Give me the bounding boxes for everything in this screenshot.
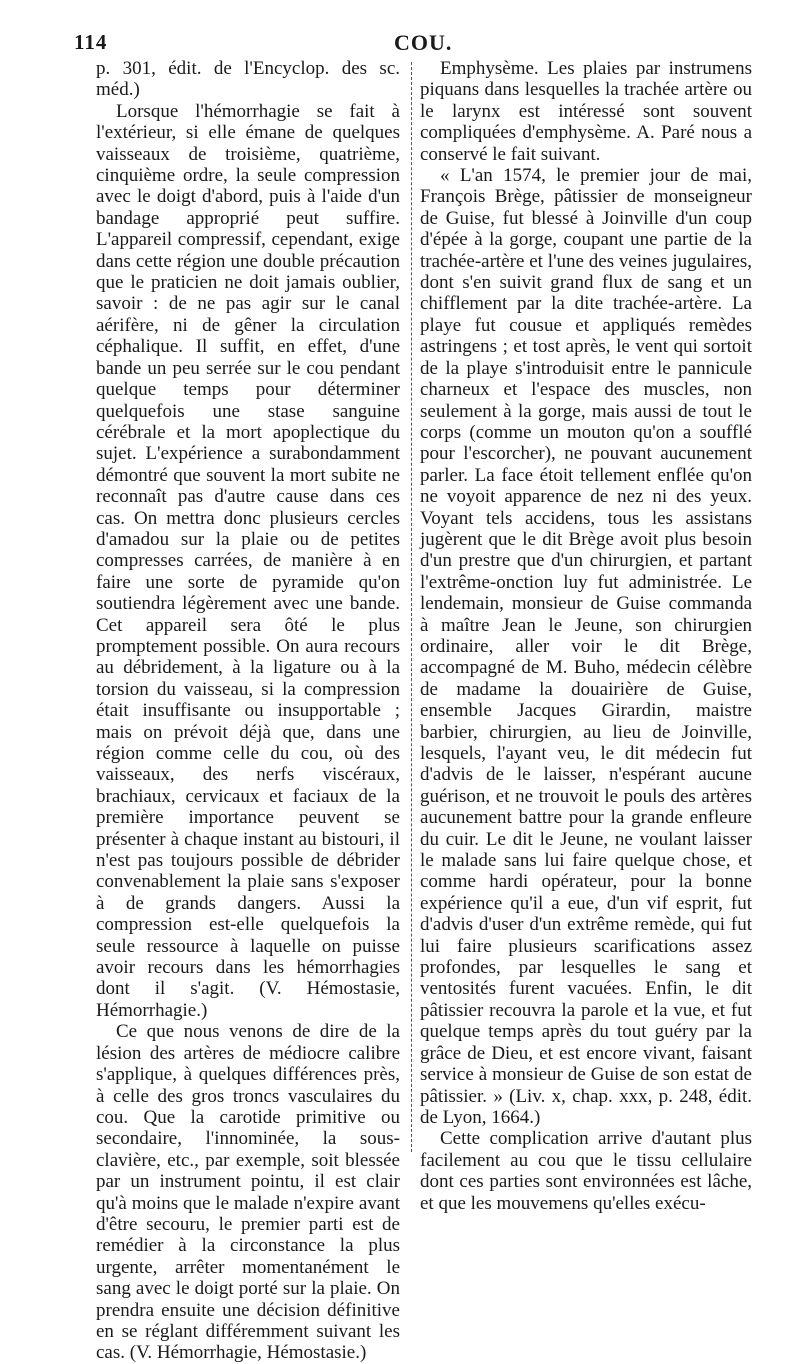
- paragraph-complication: Cette complication arrive d'autant plus facilement au cou que le tissu cellulaire dont ces parties sont environnées est lâche, et que les mouvemens qu'elles exécu-: [420, 1128, 752, 1214]
- left-column: [96, 58, 400, 1364]
- running-head: COU.: [394, 30, 453, 55]
- continuation-reference: p. 301, édit. de l'Encyclop. des sc. méd.): [96, 58, 400, 101]
- right-column: [420, 58, 752, 1214]
- page-header: [74, 30, 740, 58]
- paragraph-external-hemorrhage: Lorsque l'hémorrhagie se fait à l'extérieur, si elle émane de quelques vaisseaux de troisième, quatrième, cinquième ordre, la seule compression avec le doigt d'abord, puis à l'aide d'un bandage approprié peut suffire. L'appareil compressif, cependant, exige dans cette région une double précaution que le praticien ne doit jamais oublier, savoir : de ne pas agir sur le canal aérifère, ni de gêner la circulation céphalique. Il suffit, en effet, d'une bande un peu serrée sur le cou pendant quelque temps pour déterminer quelquefois une stase sanguine cérébrale et la mort apoplectique du sujet. L'expérience a surabondamment démontré que souvent la mort subite ne reconnaît pas d'autre cause dans ces cas. On mettra donc plusieurs cercles d'amadou sur la plaie ou de petites compresses carrées, de manière à en faire une sorte de pyramide qu'on soutiendra légèrement avec une bande. Cet appareil sera ôté le plus promptement possible. On aura recours au débridement, à la ligature ou à la torsion du vaisseau, si la compression était insuffisante ou insupportable ; mais on prévoit déjà que, dans une région comme celle du cou, où des vaisseaux, des nerfs viscéraux, brachiaux, cervicaux et faciaux de la première importance peuvent se présenter à chaque instant au bistouri, il n'est pas toujours possible de débrider convenablement la plaie sans s'exposer à de grands dangers. Aussi la compression est-elle quelquefois la seule ressource à laquelle on puisse avoir recours dans les hémorrhagies dont il s'agit. (V. Hémostasie, Hémorrhagie.): [96, 100, 400, 1021]
- paragraph-emphysema: Emphysème. Les plaies par instrumens piquans dans lesquelles la trachée artère ou le larynx est intéressé sont souvent compliquées d'emphysème. A. Paré nous a conservé le fait suivant.: [420, 58, 752, 165]
- paragraph-large-vessels: Ce que nous venons de dire de la lésion des artères de médiocre calibre s'applique, à quelques différences près, à celle des gros troncs vasculaires du cou. Que la carotide primitive ou secondaire, l'innominée, la sous-clavière, etc., par exemple, soit blessée par un instrument pointu, il est clair qu'à moins que le malade n'expire avant d'être secouru, le premier parti est de remédier à la circonstance la plus urgente, arrêter momentanément le sang avec le doigt porté sur la plaie. On prendra ensuite une décision définitive en se réglant différemment suivant les cas. (V. Hémorrhagie, Hémostasie.): [96, 1021, 400, 1364]
- page-number: 114: [74, 30, 108, 54]
- paragraph-pare-case-quote: « L'an 1574, le premier jour de mai, François Brège, pâtissier de monseigneur de Guise, fut blessé à Joinville d'un coup d'épée à la gorge, coupant une partie de la trachée-artère et l'une des veines jugulaires, dont s'en suivit grand flux de sang et un chifflement par la dite trachée-artère. La playe fut cousue et appliqués remèdes astringens ; et tost après, le vent qui sortoit de la playe s'introduisit entre le pannicule charneux et l'espace des muscles, non seulement à la gorge, mais aussi de tout le corps (comme un mouton qu'on a soufflé pour l'escorcher), ne pouvant aucunement parler. La face étoit tellement enflée qu'on ne voyoit apparence de nez ni des yeux. Voyant tels accidens, tous les assistans jugèrent que le dit Brège avoit plus besoin d'un prestre que d'un chirurgien, et partant l'extrême-onction luy fut administrée. Le lendemain, monsieur de Guise commanda à maître Jean le Jeune, son chirurgien ordinaire, aller voir le dit Brège, accompagné de M. Buho, médecin célèbre de madame la douairière de Guise, ensemble Jacques Girardin, maistre barbier, chirurgien, au lieu de Joinville, lesquels, l'ayant veu, le dit médecin fut d'advis de le laisser, n'espérant aucune guérison, et ne trouvoit le pouls des artères aucunement battre pour la grande enfleure du cuir. Le dit le Jeune, ne voulant laisser le malade sans lui faire quelque chose, et comme hardi opérateur, pour la bonne expérience qu'il a eue, d'un vif esprit, fut d'advis d'user d'un extrême remède, qui fut lui faire plusieurs scarifications assez profondes, par lesquelles le sang et ventosités furent vacuées. Enfin, le dit pâtissier recouvra la parole et la vue, et fut quelque temps après du tout guéry par la grâce de Dieu, et est encore vivant, faisant service à monsieur de Guise de son estat de pâtissier. » (Liv. x, chap. xxx, p. 248, édit. de Lyon, 1664.): [420, 165, 752, 1128]
- column-divider: [411, 62, 412, 1152]
